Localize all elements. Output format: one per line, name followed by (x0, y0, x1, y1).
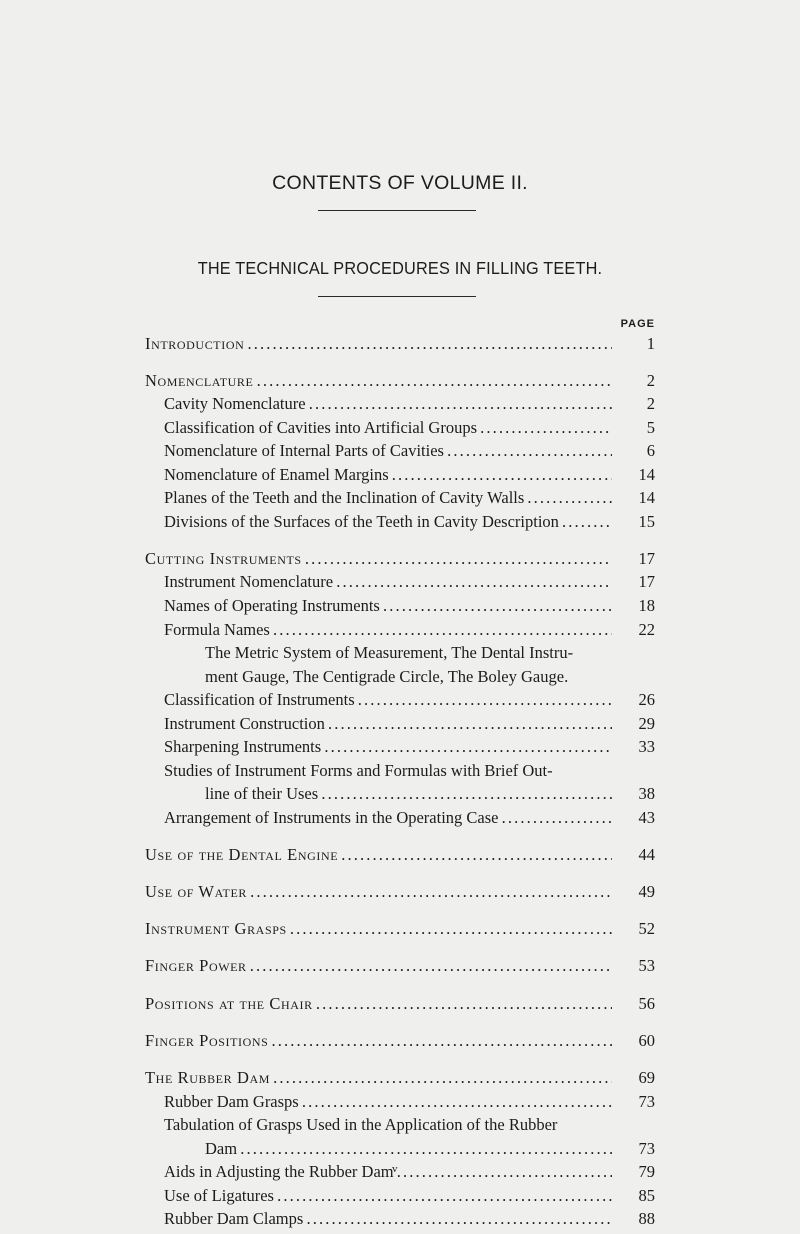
toc-entry (0, 881, 800, 903)
toc-entry-title: Introduction . . . (145, 333, 612, 355)
toc-page-number: 2 (646, 371, 655, 390)
toc-entry (0, 1091, 800, 1113)
toc-entry (0, 1185, 800, 1207)
toc-entry (0, 642, 800, 664)
toc-entry (0, 955, 800, 977)
toc-entry-title: Use of the Dental Engine . . . (145, 844, 612, 866)
footer-page-number: v (392, 1163, 398, 1175)
toc-entry-title: Dam . . . (205, 1138, 612, 1160)
toc-page-number: 15 (638, 512, 655, 531)
toc-page-number: 5 (646, 418, 655, 437)
toc-page-number: 60 (638, 1031, 655, 1050)
toc-page-number: 73 (638, 1092, 655, 1111)
toc-page-number: 29 (638, 714, 655, 733)
toc-page-number: 85 (638, 1186, 655, 1205)
toc-entry-title: ment Gauge, The Centigrade Circle, The Boley Gauge. (205, 667, 569, 686)
toc-entry-title: Nomenclature of Enamel Margins . . . (164, 464, 612, 486)
toc-entry (0, 783, 800, 805)
volume-subtitle: THE TECHNICAL PROCEDURES IN FILLING TEETH. (197, 258, 603, 278)
toc-page-number: 88 (638, 1209, 655, 1228)
toc-page-number: 17 (638, 572, 655, 591)
toc-page-number: 44 (638, 845, 655, 864)
toc-entry-title: Nomenclature of Internal Parts of Cavities . . . (164, 440, 612, 462)
page-column-heading: PAGE (620, 318, 655, 330)
toc-entry-title: line of their Uses . . . (205, 783, 612, 805)
toc-entry-title: The Metric System of Measurement, The Dental Instru- (205, 643, 574, 662)
toc-page-number: 53 (638, 956, 655, 975)
toc-entry (0, 1067, 800, 1089)
toc-entry (0, 595, 800, 617)
toc-page-number: 22 (638, 620, 655, 639)
toc-entry (0, 844, 800, 866)
toc-page-number: 69 (638, 1068, 655, 1087)
toc-entry (0, 1030, 800, 1052)
toc-entry-title: Aids in Adjusting the Rubber Dam . . . (164, 1161, 612, 1183)
toc-entry (0, 918, 800, 940)
toc-entry-title: Classification of Instruments . . . (164, 689, 612, 711)
toc-entry-title: Planes of the Teeth and the Inclination of Cavity Walls . . . (164, 487, 612, 509)
toc-page-number: 73 (638, 1139, 655, 1158)
toc-entry (0, 440, 800, 462)
toc-entry (0, 689, 800, 711)
toc-entry (0, 736, 800, 758)
toc-entry-title: Instrument Nomenclature . . . (164, 571, 612, 593)
toc-entry (0, 511, 800, 533)
toc-entry-title: Instrument Construction . . . (164, 713, 612, 735)
toc-entry-title: Rubber Dam Grasps . . . (164, 1091, 612, 1113)
toc-entry (0, 760, 800, 782)
toc-entry (0, 370, 800, 392)
toc-entry (0, 333, 800, 355)
contents-title: CONTENTS OF VOLUME II. (272, 172, 528, 194)
toc-entry-title: Positions at the Chair . . . (145, 993, 612, 1015)
toc-page-number: 79 (638, 1162, 655, 1181)
toc-page-number: 6 (646, 441, 655, 460)
toc-page-number: 26 (638, 690, 655, 709)
toc-page-number: 52 (638, 919, 655, 938)
toc-page-number: 33 (638, 737, 655, 756)
toc-entry-title: Sharpening Instruments . . . (164, 736, 612, 758)
toc-entry-title: Use of Water . . . (145, 881, 612, 903)
toc-entry-title: Tabulation of Grasps Used in the Application of the Rubber (164, 1115, 558, 1134)
toc-entry (0, 1161, 800, 1183)
toc-entry (0, 993, 800, 1015)
toc-entry (0, 417, 800, 439)
toc-entry-title: Rubber Dam Clamps . . . (164, 1208, 612, 1230)
toc-page-number: 49 (638, 882, 655, 901)
toc-entry-title: Studies of Instrument Forms and Formulas with Brief Out- (164, 761, 553, 780)
toc-page-number: 14 (638, 465, 655, 484)
toc-entry (0, 666, 800, 688)
toc-entry (0, 713, 800, 735)
toc-entry-title: Finger Power . . . (145, 955, 612, 977)
toc-entry-title: Classification of Cavities into Artificial Groups . . . (164, 417, 612, 439)
toc-page-number: 56 (638, 994, 655, 1013)
toc-entry (0, 807, 800, 829)
toc-entry (0, 619, 800, 641)
toc-page-number: 43 (638, 808, 655, 827)
toc-entry (0, 1138, 800, 1160)
toc-entry-title: Nomenclature . . . (145, 370, 612, 392)
toc-entry-title: Arrangement of Instruments in the Operating Case . . . (164, 807, 612, 829)
toc-entry-title: Instrument Grasps . . . (145, 918, 612, 940)
toc-entry-title: Cutting Instruments . . . (145, 548, 612, 570)
toc-entry-title: Formula Names . . . (164, 619, 612, 641)
toc-entry-title: The Rubber Dam . . . (145, 1067, 612, 1089)
toc-page-number: 17 (638, 549, 655, 568)
title-divider (318, 210, 476, 211)
toc-page-number: 38 (638, 784, 655, 803)
toc-page-number: 14 (638, 488, 655, 507)
toc-page-number: 18 (638, 596, 655, 615)
toc-entry-title: Finger Positions . . . (145, 1030, 612, 1052)
toc-entry (0, 487, 800, 509)
subtitle-divider (318, 296, 476, 297)
toc-entry-title: Names of Operating Instruments . . . (164, 595, 612, 617)
toc-entry (0, 548, 800, 570)
toc-entry (0, 1208, 800, 1230)
toc-page-number: 1 (646, 334, 655, 353)
toc-entry-title: Divisions of the Surfaces of the Teeth in Cavity Description . . . (164, 511, 612, 533)
toc-entry (0, 393, 800, 415)
toc-page-number: 2 (646, 394, 655, 413)
toc-entry (0, 464, 800, 486)
toc-entry (0, 1114, 800, 1136)
toc-entry-title: Cavity Nomenclature . . . (164, 393, 612, 415)
toc-entry-title: Use of Ligatures . . . (164, 1185, 612, 1207)
toc-entry (0, 571, 800, 593)
